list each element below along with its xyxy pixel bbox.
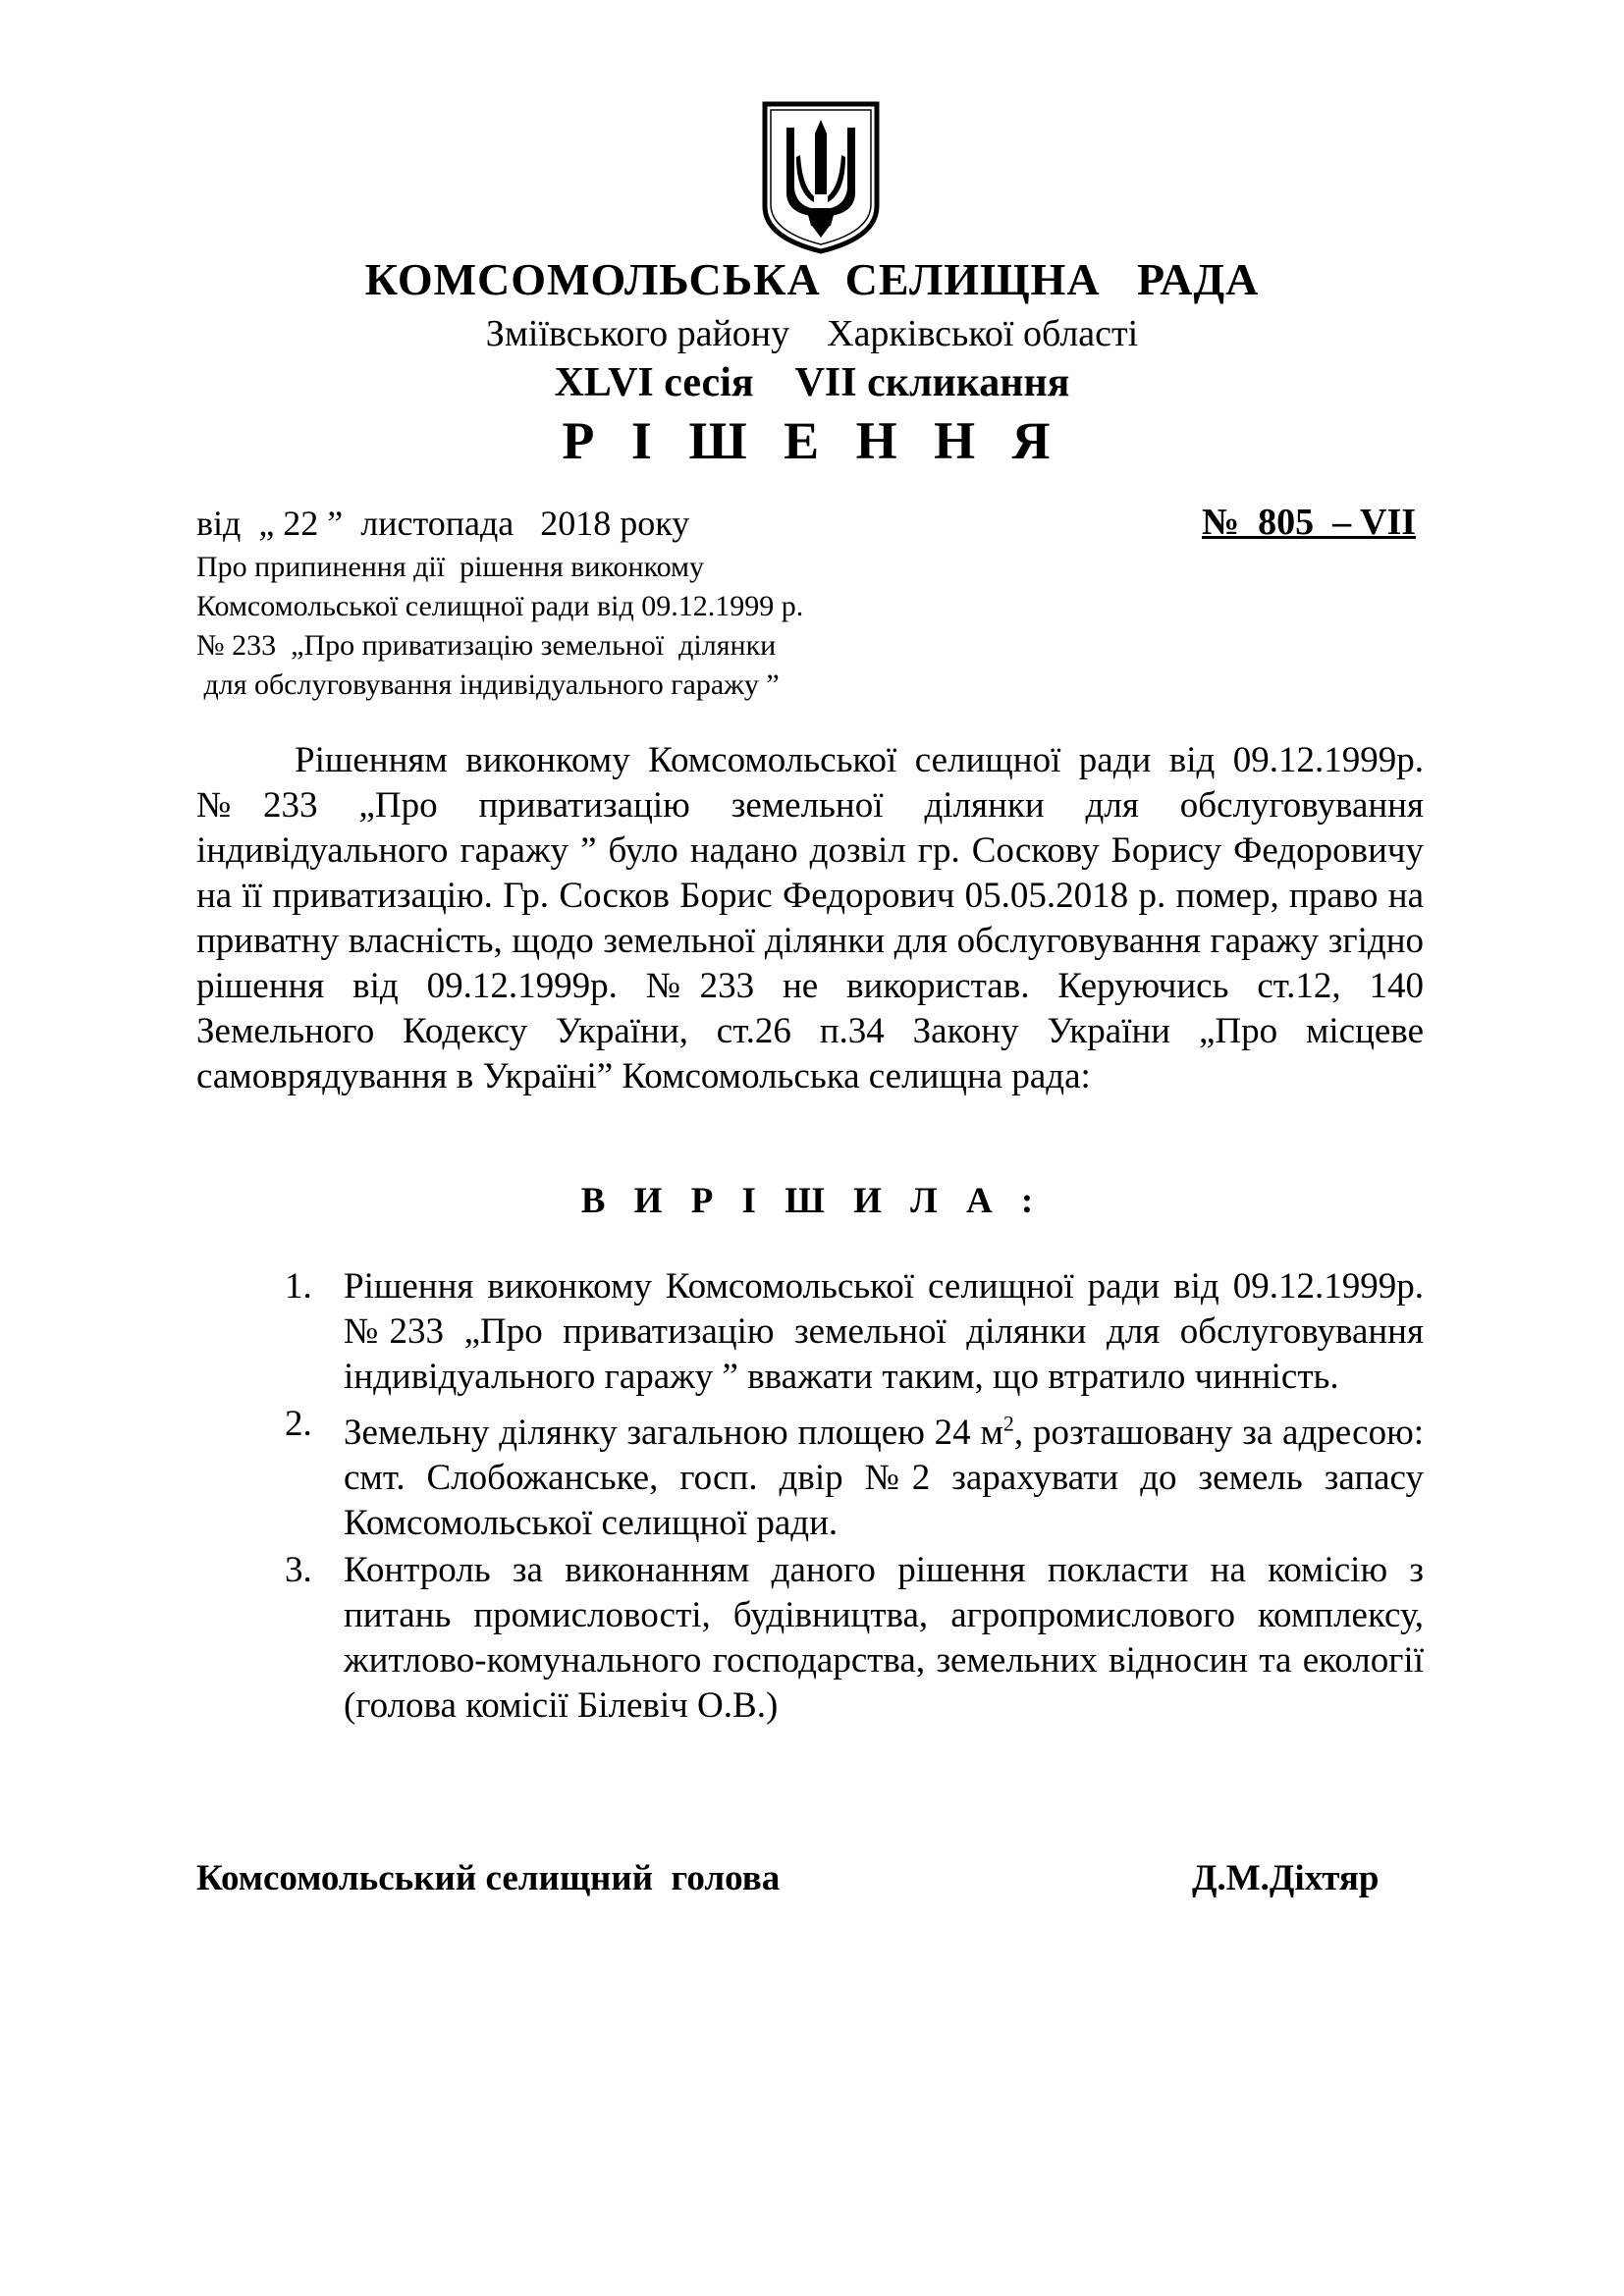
decision-item-text-part: , розташовану за адресою: смт. Слобожанське, госп. двір №2 зарахувати до земель запасу Комсомольської селищної ради. [344,1413,1424,1544]
decision-item-text-part: Земельну ділянку загальною площею 24 м [344,1413,1003,1454]
decision-item [285,1264,1424,1400]
decision-item-number: 1. [285,1266,312,1307]
decision-date: від „ 22 ” листопада 2018 року [196,504,690,543]
signatory-name: Д.М.Діхтяр [1192,1858,1380,1898]
decision-item-number: 3. [285,1550,312,1591]
decision-number: № 805 – VII [1202,502,1417,543]
coat-of-arms-trident-icon [757,98,885,255]
preamble-paragraph: Рішенням виконкому Комсомольської селищної ради від 09.12.1999р. №233 „Про приватизацію земельної ділянки для обслуговування індивідуального гаражу ” було надано дозвіл гр. Соскову Борису Федоровичу на її приватизацію. Гр. Сосков Борис Федорович 05.05.2018 р. помер, право на приватну власність, щодо земельної ділянки для обслуговування гаражу згідно рішення від 09.12.1999р. №233 не використав. Керуючись ст.12, 140 Земельного Кодексу України, ст.26 п.34 Закону України „Про місцеве самоврядування в Україні” Комсомольська селищна рада: [196,740,1424,1096]
decision-item-text: Контроль за виконанням даного рішення покласти на комісію з питань промисловості, будівництва, агропромислового комплексу, житлово-комунального господарства, земельних відносин та екології (голова комісії Білевіч О.В.) [344,1550,1424,1727]
decision-subject [196,548,943,705]
decision-item-text: Рішення виконкому Комсомольської селищної ради від 09.12.1999р. №233 „Про приватизацію земельної ділянки для обслуговування індивідуального гаражу ” вважати таким, що втратило чинність. [344,1266,1424,1397]
decision-item-number: 2. [285,1404,312,1444]
superscript: 2 [1002,1412,1014,1436]
decision-item-text [344,1413,1424,1543]
session-line: XLVI сесія VII скликання [554,360,1070,405]
council-name: КОМСОМОЛЬСЬКА СЕЛИЩНА РАДА [364,254,1260,304]
subject-line: для обслуговування індивідуального гаражу ” [196,668,780,701]
decision-item [285,1402,1424,1546]
decisions-list [285,1264,1424,1731]
subject-line: Про припинення дії рішення виконкому [196,551,705,583]
signatory-title: Комсомольський селищний голова [196,1858,781,1898]
subject-line: Комсомольської селищної ради від 09.12.1999 р. [196,590,804,622]
subject-line: № 233 „Про приватизацію земельної ділянки [196,629,777,662]
decision-item [285,1548,1424,1729]
district-line: Зміївського району Харківської області [485,313,1139,354]
document-type-title: Р І Ш Е Н Н Я [562,411,1062,470]
decided-heading: В И Р І Ш И Л А : [580,1181,1044,1221]
